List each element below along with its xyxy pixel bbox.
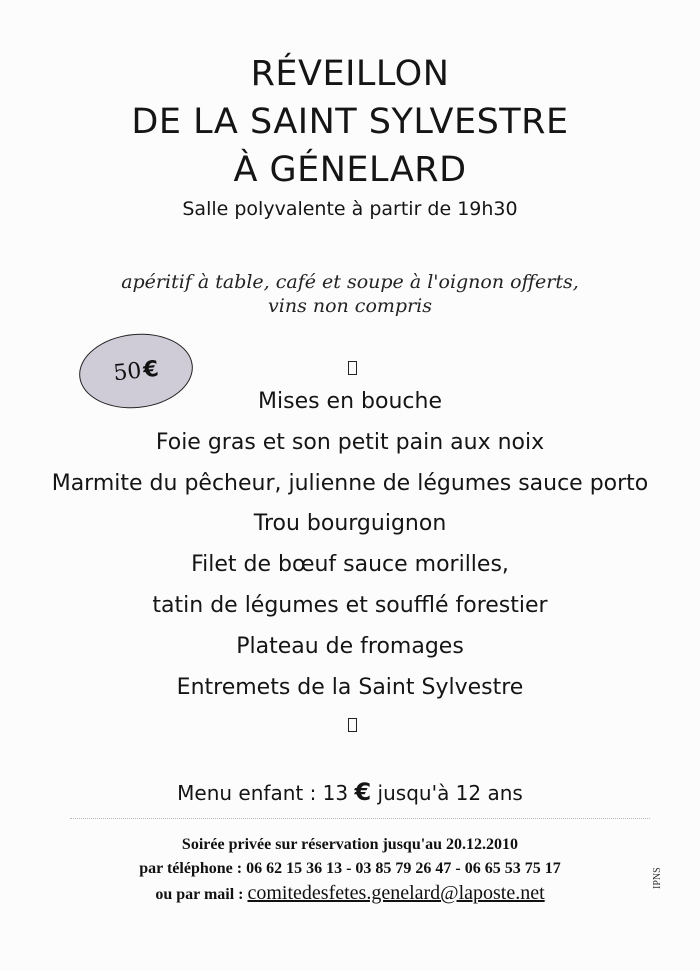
info-line-2: vins non compris: [268, 295, 432, 317]
euro-icon: €: [141, 356, 160, 383]
child-menu-suffix: jusqu'à 12 ans: [371, 781, 523, 805]
menu-item: Foie gras et son petit pain aux noix: [155, 429, 545, 455]
reservation-note: Soirée privée sur réservation jusqu'au 20.12.2010: [181, 836, 519, 853]
venue-subtitle: Salle polyvalente à partir de 19h30: [182, 198, 518, 220]
menu-item: tatin de légumes et soufflé forestier: [152, 592, 548, 618]
euro-icon: €: [354, 778, 372, 806]
mail-row: [0, 882, 700, 905]
ipns-note: IPNS: [652, 867, 663, 889]
title-line-1: RÉVEILLON: [250, 54, 450, 94]
menu-item: Marmite du pêcheur, julienne de légumes sauce porto: [51, 470, 649, 496]
missing-glyph-icon: [348, 361, 357, 375]
phone-label: par téléphone :: [139, 860, 247, 877]
menu-item: Trou bourguignon: [253, 511, 447, 537]
phone-row: [0, 860, 700, 878]
title-line-3: À GÉNELARD: [233, 150, 467, 190]
title-line-2: DE LA SAINT SYLVESTRE: [131, 102, 569, 142]
menu-item: Plateau de fromages: [236, 633, 464, 659]
info-line-1: apéritif à table, café et soupe à l'oignon offerts,: [121, 271, 579, 293]
menu-item: Mises en bouche: [258, 389, 442, 414]
child-menu: [0, 778, 700, 806]
missing-glyph-icon: [348, 718, 357, 732]
mail-label: ou par mail :: [155, 886, 248, 903]
child-menu-label: Menu enfant : 13: [177, 781, 355, 805]
menu-item: Filet de bœuf sauce morilles,: [191, 552, 509, 578]
price-amount: 50: [112, 358, 143, 386]
divider: [70, 818, 650, 819]
email-link[interactable]: comitedesfetes.genelard@laposte.net: [247, 882, 545, 904]
menu-list: [0, 382, 700, 708]
phone-numbers: 06 62 15 36 13 - 03 85 79 26 47 - 06 65 53 75 17: [246, 860, 561, 877]
menu-item: Entremets de la Saint Sylvestre: [176, 674, 524, 700]
